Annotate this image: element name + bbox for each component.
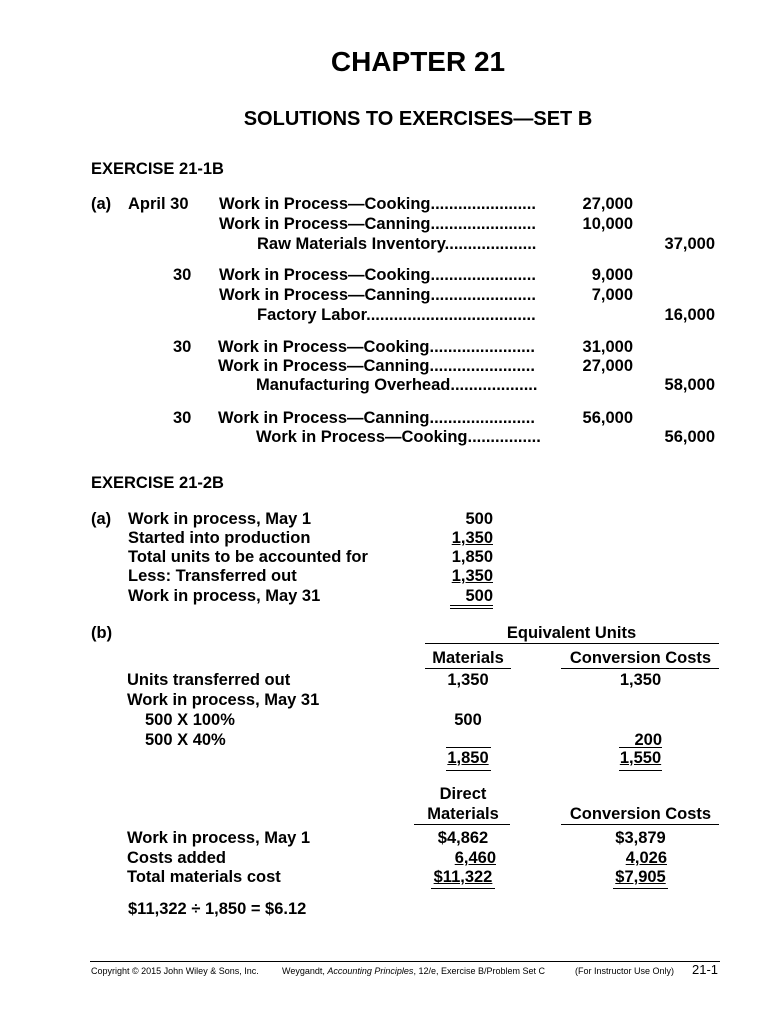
part-a-label: (a) <box>91 510 112 528</box>
row-label: Units transferred out <box>127 671 291 689</box>
row-label: Work in process, May 1 <box>127 829 311 847</box>
col-conversion-costs: Conversion Costs <box>569 649 712 667</box>
debit-amount: 27,000 <box>582 195 633 213</box>
credit-account: Raw Materials Inventory.................... <box>257 235 537 253</box>
conversion-value: 200 <box>634 731 662 749</box>
underline <box>446 770 491 771</box>
part-a-label: (a) <box>91 195 112 213</box>
underline <box>450 605 493 606</box>
materials-total: $11,322 <box>433 868 493 886</box>
materials-value: 1,350 <box>447 671 489 689</box>
row-label: Total units to be accounted for <box>128 548 368 566</box>
entry-date: 30 <box>173 409 192 427</box>
col-rule <box>414 824 510 825</box>
row-label: Work in process, May 1 <box>128 510 312 528</box>
entry-date: April 30 <box>128 195 189 213</box>
debit-amount: 56,000 <box>582 409 633 427</box>
debit-amount: 10,000 <box>582 215 633 233</box>
col-direct: Direct <box>439 785 487 803</box>
chapter-title: CHAPTER 21 <box>330 46 506 77</box>
col-rule <box>425 668 511 669</box>
col-materials: Materials <box>432 649 504 667</box>
credit-amount: 58,000 <box>664 376 715 394</box>
underline <box>613 888 668 889</box>
underline <box>431 888 495 889</box>
debit-account: Work in Process—Canning....................... <box>219 286 536 304</box>
unit-cost-formula: $11,322 ÷ 1,850 = $6.12 <box>128 900 307 918</box>
page-number: 21-1 <box>692 962 719 977</box>
row-label: Costs added <box>127 849 227 867</box>
debit-amount: 7,000 <box>591 286 633 304</box>
credit-amount: 56,000 <box>664 428 715 446</box>
footer-copyright: Copyright © 2015 John Wiley & Sons, Inc. <box>91 966 259 976</box>
row-label: Total materials cost <box>127 868 281 886</box>
row-value: 500 <box>465 587 493 605</box>
materials-value: $4,862 <box>437 829 489 847</box>
row-label: Less: Transferred out <box>128 567 297 585</box>
debit-account: Work in Process—Canning....................... <box>218 409 535 427</box>
row-label: Work in process, May 31 <box>128 587 321 605</box>
col-rule <box>561 668 719 669</box>
row-value: 1,850 <box>451 548 493 566</box>
underline <box>446 747 491 748</box>
materials-total: 1,850 <box>447 749 489 767</box>
col-rule <box>561 824 719 825</box>
row-label: 500 X 40% <box>145 731 226 749</box>
credit-amount: 16,000 <box>664 306 715 324</box>
materials-value: 6,460 <box>454 849 496 867</box>
debit-account: Work in Process—Cooking....................... <box>219 266 536 284</box>
equivalent-units-header: Equivalent Units <box>506 624 637 642</box>
credit-amount: 37,000 <box>664 235 715 253</box>
debit-account: Work in Process—Cooking....................... <box>219 195 536 213</box>
exercise-21-2b-heading: EXERCISE 21-2B <box>91 474 224 492</box>
row-value: 1,350 <box>451 529 493 547</box>
col-conversion-costs: Conversion Costs <box>569 805 712 823</box>
debit-account: Work in Process—Cooking....................... <box>218 338 535 356</box>
conversion-total: 1,550 <box>619 749 662 767</box>
materials-value: 500 <box>454 711 482 729</box>
debit-amount: 9,000 <box>591 266 633 284</box>
footer-instructor-note: (For Instructor Use Only) <box>575 966 675 976</box>
row-label: Work in process, May 31 <box>127 691 320 709</box>
entry-date: 30 <box>173 338 192 356</box>
header-rule <box>425 643 719 644</box>
underline <box>450 608 493 609</box>
entry-date: 30 <box>173 266 192 284</box>
underline <box>619 770 662 771</box>
credit-account: Manufacturing Overhead................... <box>256 376 538 394</box>
conversion-value: 4,026 <box>625 849 667 867</box>
underline <box>619 747 662 748</box>
credit-account: Factory Labor..................................... <box>257 306 536 324</box>
part-b-label: (b) <box>91 624 113 642</box>
row-label: Started into production <box>128 529 311 547</box>
conversion-value: 1,350 <box>619 671 662 689</box>
exercise-21-1b-heading: EXERCISE 21-1B <box>91 160 224 178</box>
row-value: 500 <box>465 510 493 528</box>
debit-account: Work in Process—Canning....................... <box>218 357 535 375</box>
debit-account: Work in Process—Canning....................... <box>219 215 536 233</box>
row-label: 500 X 100% <box>145 711 235 729</box>
set-title: SOLUTIONS TO EXERCISES—SET B <box>243 108 593 130</box>
debit-amount: 27,000 <box>582 357 633 375</box>
col-materials: Materials <box>427 805 499 823</box>
footer-rule <box>90 961 720 962</box>
conversion-total: $7,905 <box>615 868 666 886</box>
footer-citation: Weygandt, Accounting Principles, 12/e, Exercise B/Problem Set C <box>282 966 545 976</box>
credit-account: Work in Process—Cooking................ <box>256 428 541 446</box>
debit-amount: 31,000 <box>582 338 633 356</box>
row-value: 1,350 <box>451 567 493 585</box>
conversion-value: $3,879 <box>615 829 666 847</box>
